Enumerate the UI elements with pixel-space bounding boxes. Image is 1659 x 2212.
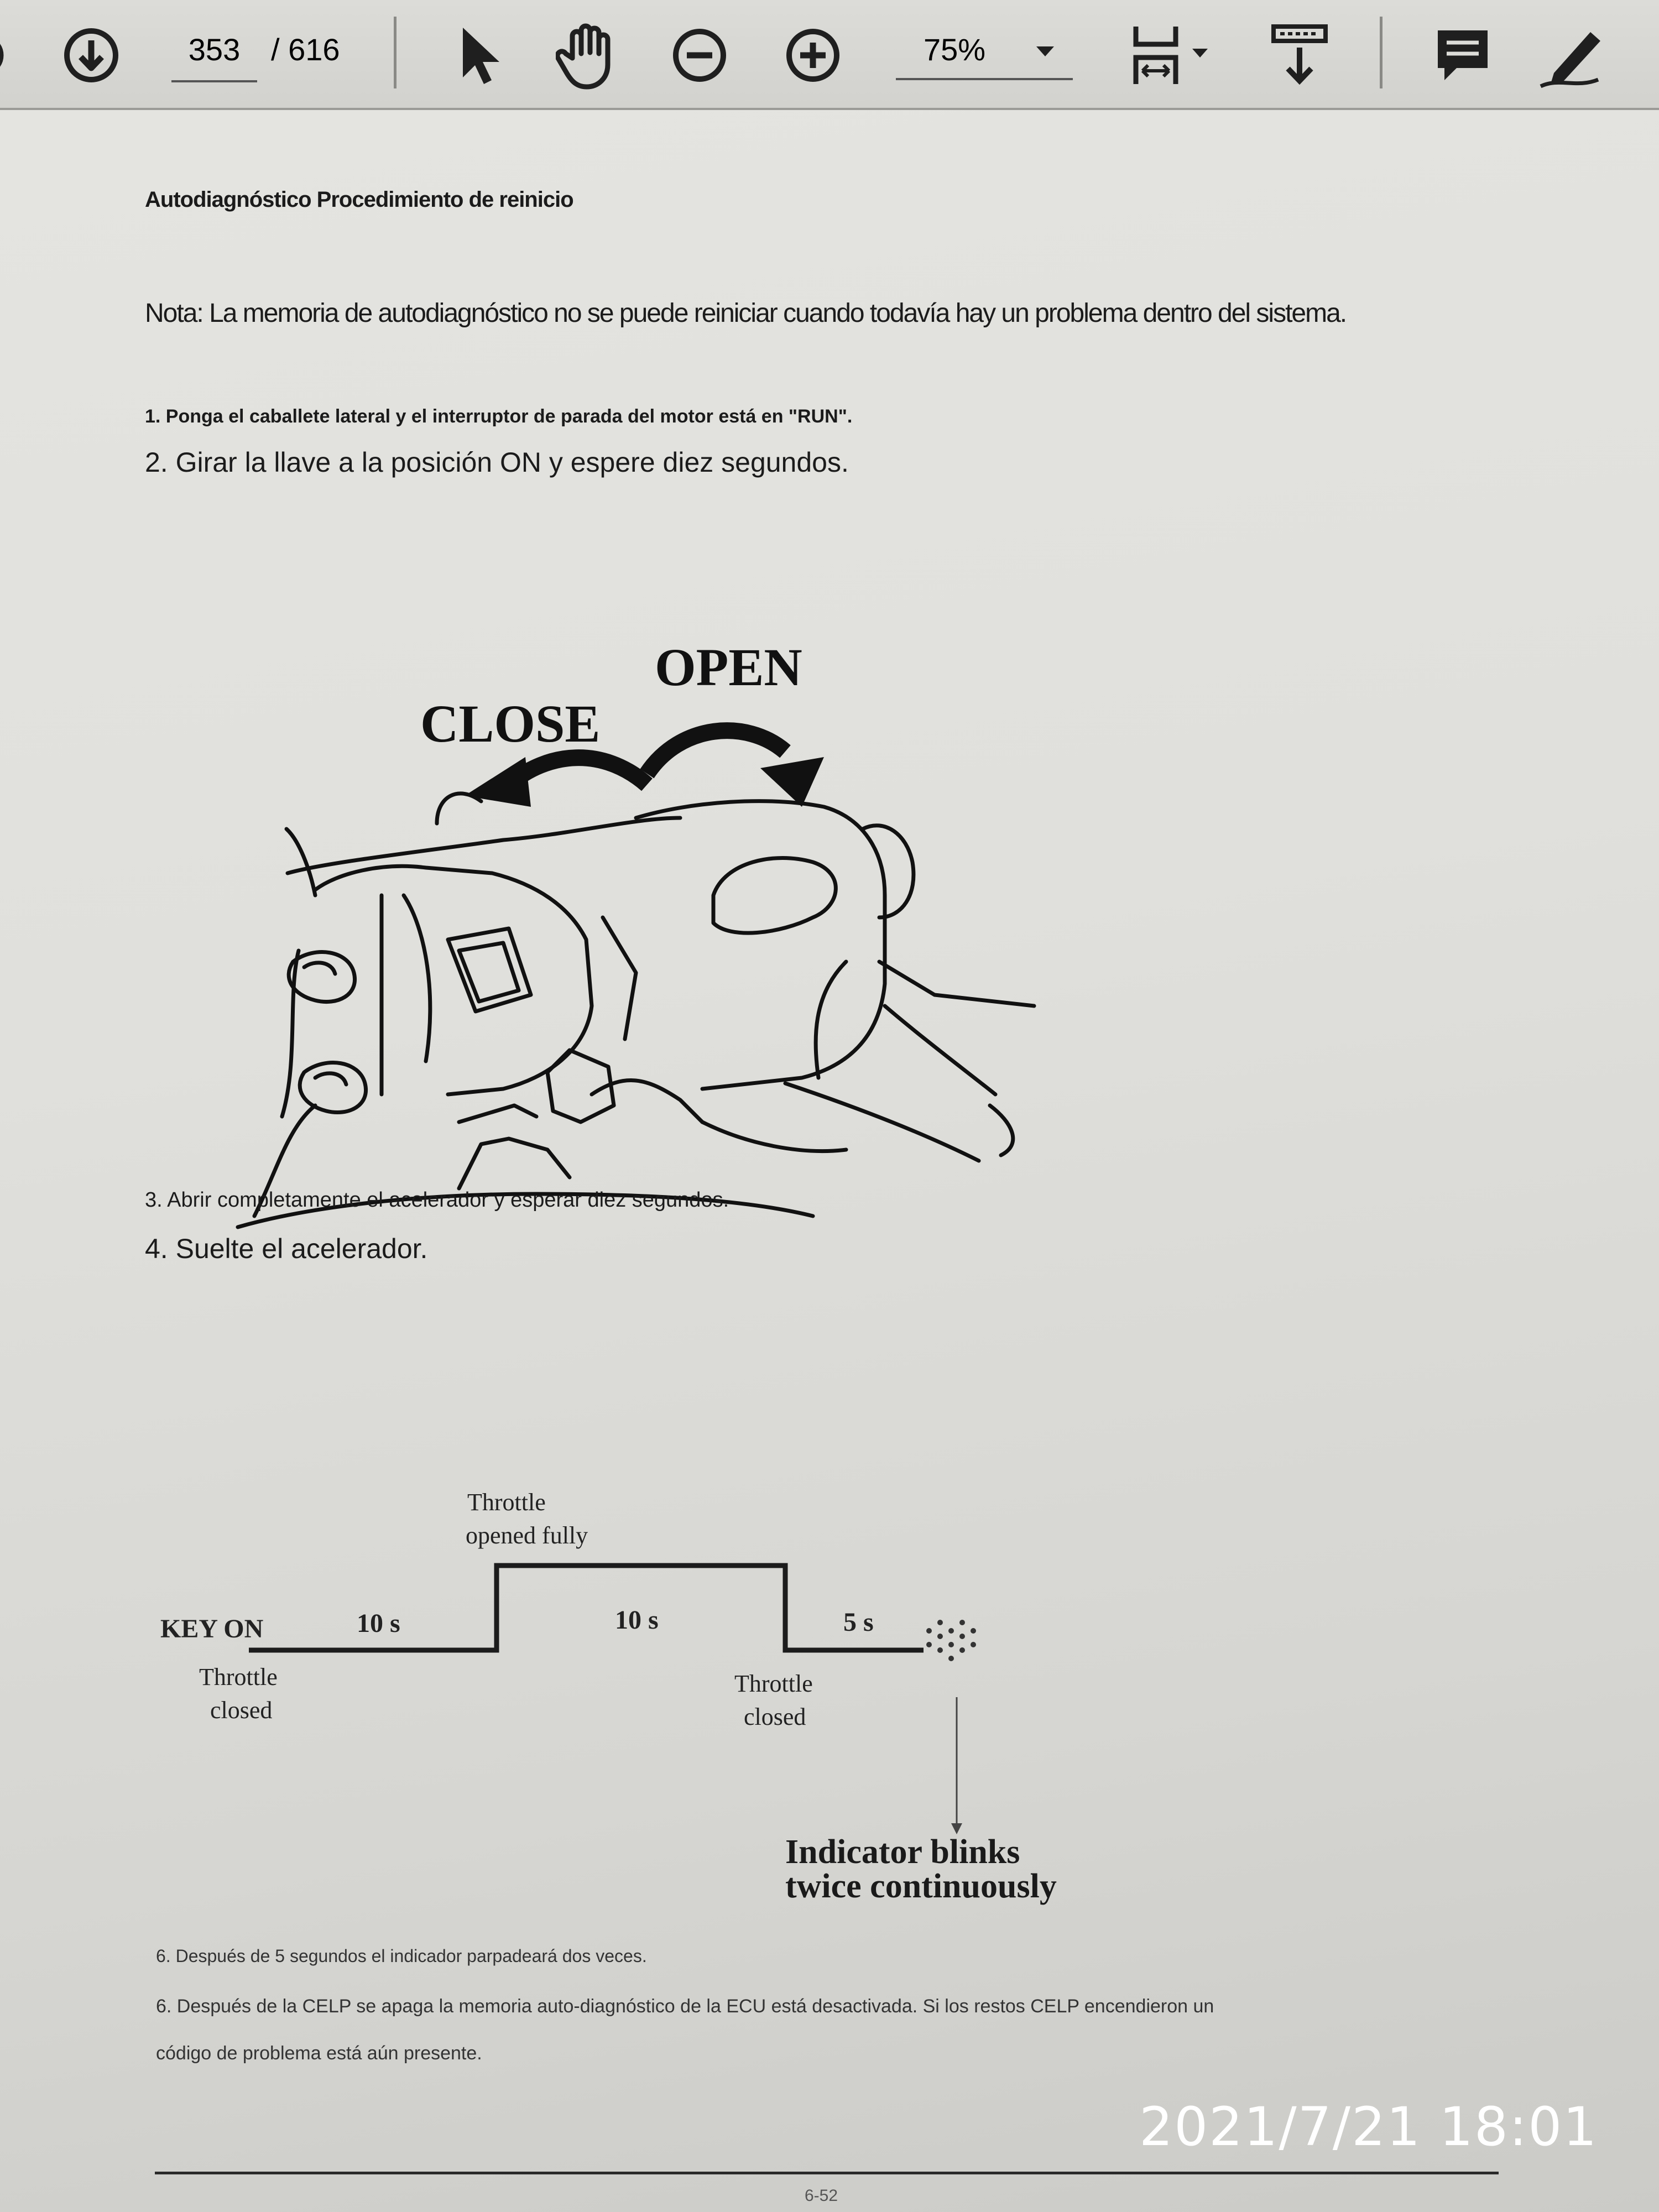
zoom-value-label: 75% xyxy=(924,32,986,67)
pdf-page xyxy=(0,110,1659,2212)
step-4: 4. Suelte el acelerador. xyxy=(145,1233,428,1264)
blink-indicator-icon xyxy=(926,1620,976,1661)
download-icon[interactable] xyxy=(61,25,122,86)
zoom-out-icon[interactable] xyxy=(669,25,730,86)
label-time-10s-first: 10 s xyxy=(357,1609,400,1638)
step-1: 1. Ponga el caballete lateral y el interruptor de parada del motor está en "RUN". xyxy=(145,406,853,427)
label-key-on: KEY ON xyxy=(160,1614,264,1644)
label-indicator-line1: Indicator blinks xyxy=(785,1833,1020,1871)
pdf-toolbar xyxy=(0,0,1659,110)
label-time-10s-second: 10 s xyxy=(615,1605,659,1635)
page-total-label: / 616 xyxy=(271,32,340,67)
page-number-input[interactable]: 353 xyxy=(171,22,257,82)
step-6-line-1: 6. Después de la CELP se apaga la memoria auto-diagnóstico de la ECU está desactivada. Si los restos CELP encendieron un xyxy=(156,1996,1214,2017)
step-2: 2. Girar la llave a la posición ON y espere diez segundos. xyxy=(145,447,849,478)
toolbar-divider xyxy=(1380,17,1383,88)
label-close: CLOSE xyxy=(420,694,601,753)
step-3: 3. Abrir completamente el acelerador y esperar diez segundos. xyxy=(145,1188,729,1212)
handlebar-throttle-illustration xyxy=(149,508,1145,1282)
open-arrow-icon xyxy=(647,731,824,807)
toolbar-divider xyxy=(394,17,397,88)
hand-icon[interactable] xyxy=(556,19,622,91)
label-open: OPEN xyxy=(655,638,802,697)
label-throttle-closed-left-line2: closed xyxy=(210,1697,273,1724)
throttle-waveform xyxy=(249,1566,924,1650)
chevron-down-icon xyxy=(1034,22,1056,95)
comment-icon[interactable] xyxy=(1432,25,1493,86)
step-6-line-2: código de problema está aún presente. xyxy=(156,2043,482,2064)
zoom-select[interactable] xyxy=(896,22,1073,80)
indicator-pointer-arrow-icon xyxy=(951,1823,962,1834)
label-throttle-closed-right-line2: closed xyxy=(744,1703,806,1730)
fit-page-icon[interactable] xyxy=(1128,22,1217,88)
step-5: 6. Después de 5 segundos el indicador parpadeará dos veces. xyxy=(156,1946,647,1966)
page-number-footer: 6-52 xyxy=(805,2187,838,2205)
label-indicator-line2: twice continuously xyxy=(785,1867,1057,1905)
label-throttle-closed-right-line1: Throttle xyxy=(734,1670,813,1697)
note-paragraph: Nota: La memoria de autodiagnóstico no se puede reiniciar cuando todavía hay un problema dentro del sistema. xyxy=(145,299,1347,328)
zoom-in-icon[interactable] xyxy=(782,25,843,86)
sidebar-toggle-icon[interactable] xyxy=(0,30,17,80)
pen-icon[interactable] xyxy=(1537,22,1609,88)
label-throttle-closed-left-line1: Throttle xyxy=(199,1663,278,1691)
photo-timestamp: 2021/7/21 18:01 xyxy=(1139,2096,1598,2158)
label-time-5s: 5 s xyxy=(843,1608,874,1637)
label-throttle-opened-line1: Throttle xyxy=(467,1489,546,1516)
handlebar-drawing xyxy=(238,794,1034,1227)
label-throttle-opened-line2: opened fully xyxy=(466,1522,588,1549)
page-heading: Autodiagnóstico Procedimiento de reinicio xyxy=(145,187,573,212)
select-cursor-icon[interactable] xyxy=(451,22,506,88)
scroll-mode-icon[interactable] xyxy=(1269,22,1330,88)
footer-rule xyxy=(155,2172,1499,2174)
timing-diagram xyxy=(149,1343,1200,1924)
close-arrow-icon xyxy=(465,757,647,807)
